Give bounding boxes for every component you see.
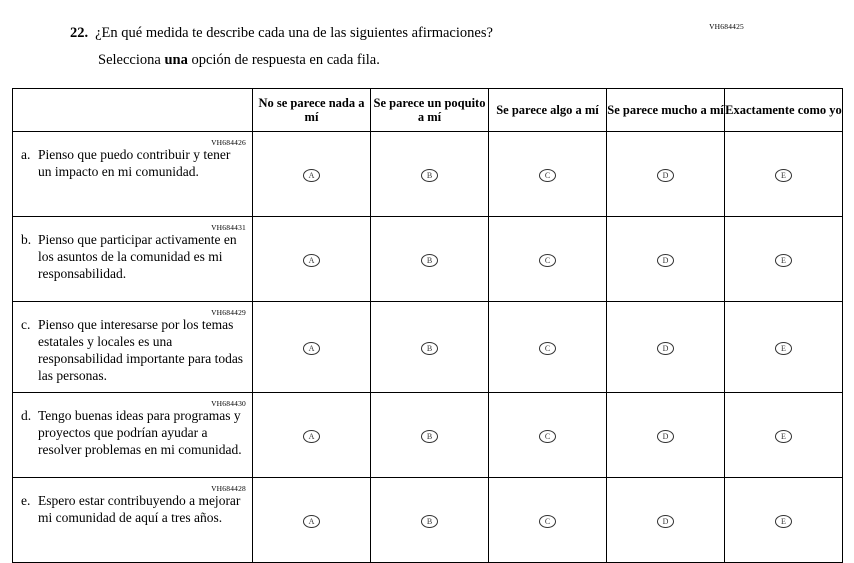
question-prompt <box>70 24 710 42</box>
option-cell-a2[interactable] <box>371 132 489 217</box>
option-cell-e2[interactable] <box>371 478 489 563</box>
option-cell-e3[interactable] <box>489 478 607 563</box>
radio-bubble-a[interactable]: A <box>303 515 320 528</box>
option-cell-d2[interactable] <box>371 393 489 478</box>
row-letter: a. <box>21 147 31 162</box>
radio-bubble-a[interactable]: A <box>303 430 320 443</box>
option-cell-b1[interactable] <box>253 217 371 302</box>
row-stub <box>13 393 253 478</box>
radio-bubble-b[interactable]: B <box>421 169 438 182</box>
option-cell-d3[interactable] <box>489 393 607 478</box>
option-cell-c5[interactable] <box>725 302 843 393</box>
radio-bubble-a[interactable]: A <box>303 169 320 182</box>
row-stub <box>13 217 253 302</box>
option-cell-a1[interactable] <box>253 132 371 217</box>
question-instruction <box>98 51 710 69</box>
row-text: Pienso que participar activamente en los asuntos de la comunidad es mi responsabilidad. <box>38 232 237 281</box>
option-cell-c3[interactable] <box>489 302 607 393</box>
radio-bubble-b[interactable]: B <box>421 515 438 528</box>
radio-bubble-b[interactable]: B <box>421 342 438 355</box>
radio-bubble-c[interactable]: C <box>539 515 556 528</box>
table-row <box>13 478 843 563</box>
option-cell-d5[interactable] <box>725 393 843 478</box>
option-cell-a4[interactable] <box>607 132 725 217</box>
question-number: 22. <box>70 25 89 41</box>
option-cell-c4[interactable] <box>607 302 725 393</box>
table-row <box>13 132 843 217</box>
option-cell-c1[interactable] <box>253 302 371 393</box>
row-text: Tengo buenas ideas para programas y proyectos que podrían ayudar a resolver problemas en mi comunidad. <box>38 408 242 457</box>
instruction-emphasis: una <box>164 52 188 68</box>
radio-bubble-d[interactable]: D <box>657 342 674 355</box>
radio-bubble-c[interactable]: C <box>539 430 556 443</box>
radio-bubble-a[interactable]: A <box>303 254 320 267</box>
row-stub <box>13 302 253 393</box>
option-cell-b2[interactable] <box>371 217 489 302</box>
radio-bubble-e[interactable]: E <box>775 342 792 355</box>
row-text: Pienso que interesarse por los temas estatales y locales es una responsabilidad importante para todas las personas. <box>38 317 244 383</box>
option-cell-e1[interactable] <box>253 478 371 563</box>
question-text: ¿En qué medida te describe cada una de las siguientes afirmaciones? <box>95 25 493 41</box>
row-item-id: VH684428 <box>211 484 246 493</box>
column-header-1: No se parece nada a mí <box>253 89 371 132</box>
row-letter: d. <box>21 408 32 423</box>
option-cell-b3[interactable] <box>489 217 607 302</box>
row-text: Pienso que puedo contribuir y tener un impacto en mi comunidad. <box>38 147 231 179</box>
instruction-suffix: opción de respuesta en cada fila. <box>187 52 380 68</box>
option-cell-d1[interactable] <box>253 393 371 478</box>
radio-bubble-c[interactable]: C <box>539 169 556 182</box>
radio-bubble-b[interactable]: B <box>421 254 438 267</box>
option-cell-e4[interactable] <box>607 478 725 563</box>
row-letter: c. <box>21 317 31 332</box>
radio-bubble-c[interactable]: C <box>539 254 556 267</box>
table-row <box>13 393 843 478</box>
table-row <box>13 217 843 302</box>
radio-bubble-d[interactable]: D <box>657 515 674 528</box>
option-cell-d4[interactable] <box>607 393 725 478</box>
radio-bubble-b[interactable]: B <box>421 430 438 443</box>
question-header <box>70 24 710 69</box>
radio-bubble-d[interactable]: D <box>657 169 674 182</box>
row-stub <box>13 478 253 563</box>
table-row <box>13 302 843 393</box>
option-cell-a3[interactable] <box>489 132 607 217</box>
page-item-id: VH684425 <box>709 22 744 31</box>
row-stub <box>13 132 253 217</box>
row-letter: e. <box>21 493 31 508</box>
column-header-4: Se parece mucho a mí <box>607 89 725 132</box>
row-item-id: VH684431 <box>211 223 246 232</box>
radio-bubble-c[interactable]: C <box>539 342 556 355</box>
option-cell-b5[interactable] <box>725 217 843 302</box>
radio-bubble-d[interactable]: D <box>657 430 674 443</box>
row-letter: b. <box>21 232 32 247</box>
option-cell-b4[interactable] <box>607 217 725 302</box>
row-item-id: VH684430 <box>211 399 246 408</box>
instruction-prefix: Selecciona <box>98 52 165 68</box>
row-item-id: VH684429 <box>211 308 246 317</box>
column-header-2: Se parece un poquito a mí <box>371 89 489 132</box>
radio-bubble-e[interactable]: E <box>775 515 792 528</box>
matrix-header-row <box>13 89 843 132</box>
column-header-5: Exactamente como yo <box>725 89 843 132</box>
row-item-id: VH684426 <box>211 138 246 147</box>
option-cell-c2[interactable] <box>371 302 489 393</box>
row-text: Espero estar contribuyendo a mejorar mi comunidad de aquí a tres años. <box>38 493 241 525</box>
radio-bubble-e[interactable]: E <box>775 169 792 182</box>
option-cell-e5[interactable] <box>725 478 843 563</box>
radio-bubble-d[interactable]: D <box>657 254 674 267</box>
radio-bubble-e[interactable]: E <box>775 254 792 267</box>
option-cell-a5[interactable] <box>725 132 843 217</box>
response-matrix <box>12 88 843 563</box>
stub-header <box>13 89 253 132</box>
radio-bubble-a[interactable]: A <box>303 342 320 355</box>
radio-bubble-e[interactable]: E <box>775 430 792 443</box>
column-header-3: Se parece algo a mí <box>489 89 607 132</box>
